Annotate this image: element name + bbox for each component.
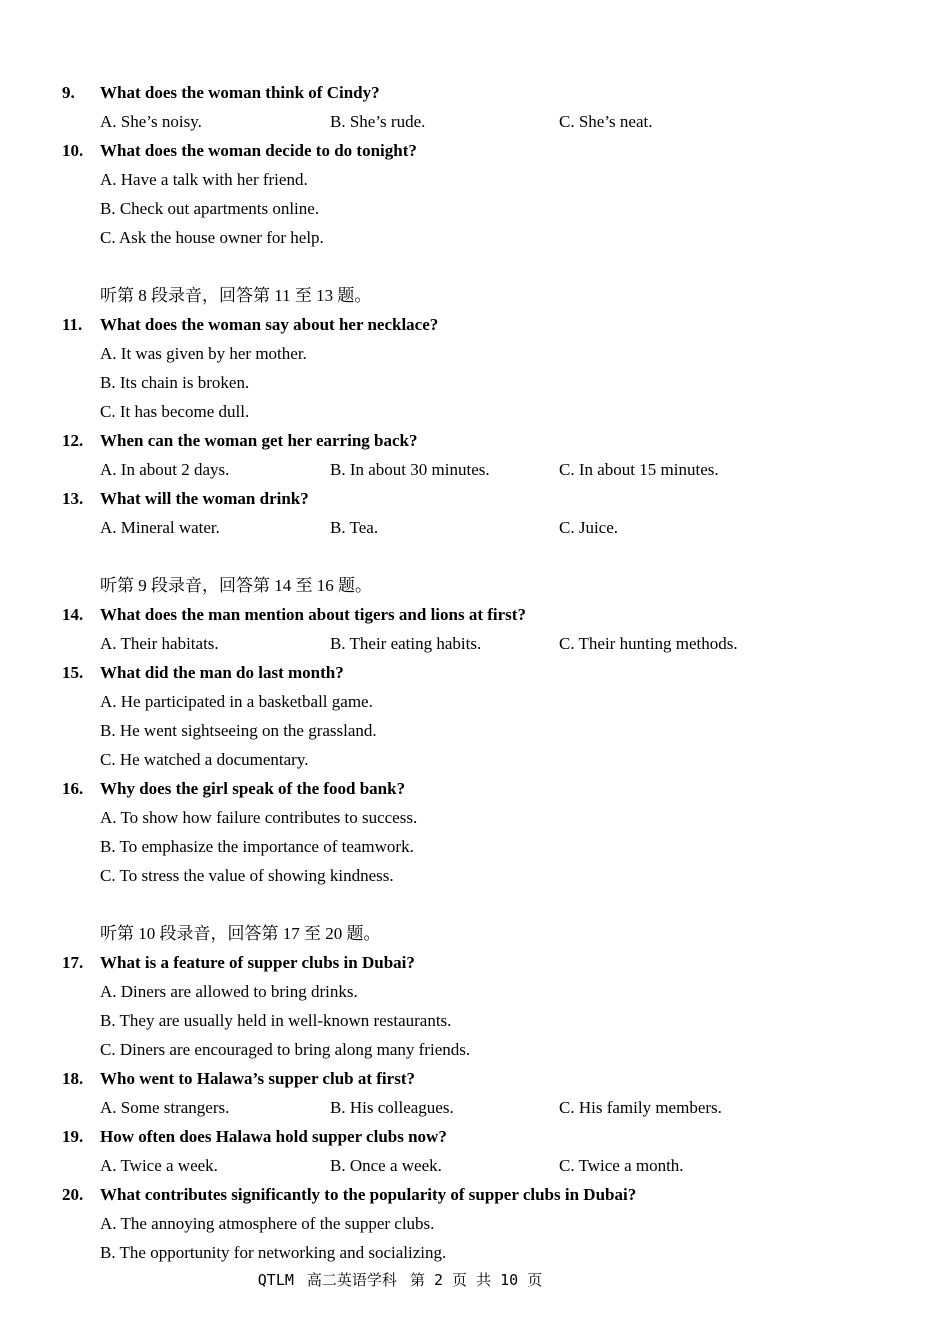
option-row: [0, 687, 950, 716]
option-row: [0, 745, 950, 774]
answer-option: A. Twice a week.: [100, 1156, 218, 1175]
question-stem: [0, 1180, 950, 1209]
answer-option: B. In about 30 minutes.: [330, 460, 490, 479]
question-stem: [0, 1064, 950, 1093]
page-footer: [0, 1268, 800, 1292]
question-number: 15.: [62, 663, 84, 682]
question-stem: [0, 658, 950, 687]
section-instruction: [0, 281, 950, 310]
question-number: 16.: [62, 779, 84, 798]
answer-option: A. To show how failure contributes to success.: [100, 808, 418, 827]
question-text: When can the woman get her earring back?: [100, 431, 418, 450]
answer-option: C. Twice a month.: [559, 1156, 684, 1175]
option-row: [0, 977, 950, 1006]
answer-option: B. Once a week.: [330, 1156, 442, 1175]
option-row: [0, 339, 950, 368]
question-stem: [0, 78, 950, 107]
question-number: 11.: [62, 315, 83, 334]
answer-option: C. His family members.: [559, 1098, 722, 1117]
option-row: [0, 1006, 950, 1035]
option-row: [0, 107, 950, 136]
answer-option: C. Their hunting methods.: [559, 634, 738, 653]
answer-option: B. Its chain is broken.: [100, 373, 250, 392]
question-text: What does the woman think of Cindy?: [100, 83, 380, 102]
question-stem: [0, 310, 950, 339]
footer-subject: 高二英语学科: [306, 1271, 397, 1289]
question-stem: [0, 426, 950, 455]
question-number: 12.: [62, 431, 84, 450]
question-number: 13.: [62, 489, 84, 508]
option-row: [0, 1238, 950, 1267]
answer-option: B. She’s rude.: [330, 112, 426, 131]
question-text: What is a feature of supper clubs in Dubai?: [100, 953, 415, 972]
section-text: 听第 9 段录音，回答第 14 至 16 题。: [100, 576, 372, 595]
option-row: [0, 194, 950, 223]
question-number: 9.: [62, 83, 75, 102]
option-row: [0, 861, 950, 890]
answer-option: C. Juice.: [559, 518, 619, 537]
question-text: How often does Halawa hold supper clubs now?: [100, 1127, 447, 1146]
answer-option: C. Diners are encouraged to bring along many friends.: [100, 1040, 471, 1059]
question-number: 14.: [62, 605, 84, 624]
option-row: [0, 629, 950, 658]
option-row: [0, 368, 950, 397]
option-row: [0, 513, 950, 542]
question-stem: [0, 774, 950, 803]
option-row: [0, 1151, 950, 1180]
answer-option: B. His colleagues.: [330, 1098, 454, 1117]
question-number: 20.: [62, 1185, 84, 1204]
question-text: What does the woman say about her necklace?: [100, 315, 439, 334]
option-row: [0, 165, 950, 194]
answer-option: A. He participated in a basketball game.: [100, 692, 373, 711]
option-row: [0, 1093, 950, 1122]
question-stem: [0, 948, 950, 977]
answer-option: A. Some strangers.: [100, 1098, 230, 1117]
footer-page-number: 第 2 页 共 10 页: [409, 1271, 543, 1289]
option-row: [0, 832, 950, 861]
answer-option: C. It has become dull.: [100, 402, 250, 421]
question-text: What does the woman decide to do tonight?: [100, 141, 417, 160]
answer-option: B. To emphasize the importance of teamwork.: [100, 837, 414, 856]
question-number: 10.: [62, 141, 84, 160]
answer-option: C. To stress the value of showing kindness.: [100, 866, 394, 885]
answer-option: A. The annoying atmosphere of the supper clubs.: [100, 1214, 435, 1233]
answer-option: A. Mineral water.: [100, 518, 220, 537]
answer-option: C. Ask the house owner for help.: [100, 228, 324, 247]
question-text: Why does the girl speak of the food bank?: [100, 779, 406, 798]
answer-option: B. Their eating habits.: [330, 634, 482, 653]
option-row: [0, 455, 950, 484]
answer-option: A. Diners are allowed to bring drinks.: [100, 982, 358, 1001]
section-text: 听第 8 段录音，回答第 11 至 13 题。: [100, 286, 372, 305]
answer-option: B. Check out apartments online.: [100, 199, 320, 218]
option-row: [0, 1209, 950, 1238]
answer-option: B. Tea.: [330, 518, 379, 537]
answer-option: C. She’s neat.: [559, 112, 653, 131]
footer-code: QTLM: [257, 1271, 294, 1289]
question-stem: [0, 600, 950, 629]
question-stem: [0, 484, 950, 513]
question-number: 17.: [62, 953, 84, 972]
answer-option: A. In about 2 days.: [100, 460, 230, 479]
answer-option: C. He watched a documentary.: [100, 750, 309, 769]
question-stem: [0, 1122, 950, 1151]
answer-option: B. The opportunity for networking and socializing.: [100, 1243, 447, 1262]
question-text: What will the woman drink?: [100, 489, 309, 508]
answer-option: A. Have a talk with her friend.: [100, 170, 308, 189]
option-row: [0, 1035, 950, 1064]
option-row: [0, 803, 950, 832]
question-text: What did the man do last month?: [100, 663, 344, 682]
section-instruction: [0, 919, 950, 948]
question-stem: [0, 136, 950, 165]
question-text: What does the man mention about tigers and lions at first?: [100, 605, 526, 624]
question-text: Who went to Halawa’s supper club at first?: [100, 1069, 415, 1088]
section-text: 听第 10 段录音，回答第 17 至 20 题。: [100, 924, 381, 943]
option-row: [0, 223, 950, 252]
section-instruction: [0, 571, 950, 600]
answer-option: B. They are usually held in well-known restaurants.: [100, 1011, 452, 1030]
answer-option: A. It was given by her mother.: [100, 344, 307, 363]
option-row: [0, 716, 950, 745]
answer-option: C. In about 15 minutes.: [559, 460, 719, 479]
answer-option: A. She’s noisy.: [100, 112, 202, 131]
answer-option: B. He went sightseeing on the grassland.: [100, 721, 377, 740]
question-number: 18.: [62, 1069, 84, 1088]
option-row: [0, 397, 950, 426]
question-number: 19.: [62, 1127, 84, 1146]
question-text: What contributes significantly to the popularity of supper clubs in Dubai?: [100, 1185, 637, 1204]
answer-option: A. Their habitats.: [100, 634, 219, 653]
